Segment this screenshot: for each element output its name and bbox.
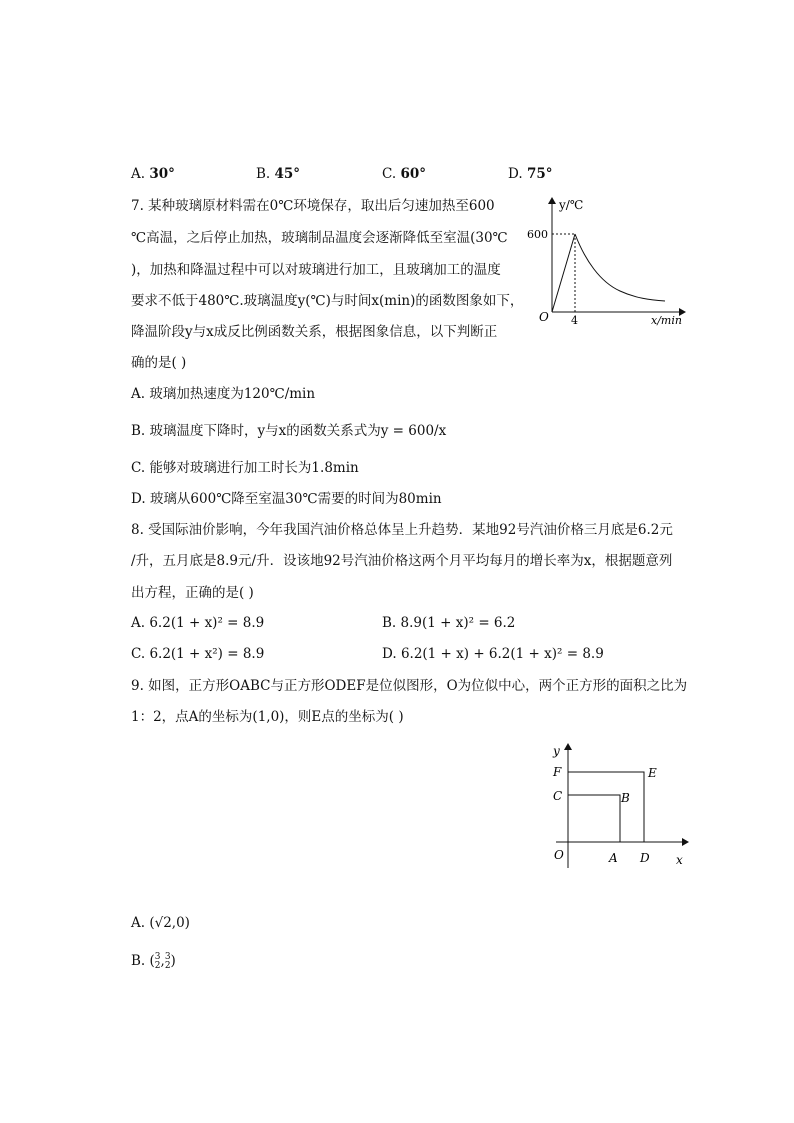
q7-option-d: D. 玻璃从600℃降至室温30℃需要的时间为80min bbox=[131, 491, 442, 507]
q7-line-3: )，加热和降温过程中可以对玻璃进行加工，且玻璃加工的温度 bbox=[131, 262, 501, 278]
q7-option-a: A. 玻璃加热速度为120℃/min bbox=[131, 386, 316, 402]
q7-option-c: C. 能够对玻璃进行加工时长为1.8min bbox=[131, 460, 359, 476]
q6-option-d: D. 75° bbox=[508, 166, 553, 182]
cooling-curve bbox=[575, 234, 665, 301]
point-b-label: B bbox=[621, 791, 630, 805]
q8-option-a: A. 6.2(1 + x)² = 8.9 bbox=[131, 615, 265, 631]
y-axis-label: y bbox=[553, 744, 560, 758]
origin-label: O bbox=[539, 310, 549, 324]
point-e-label: E bbox=[648, 766, 657, 780]
q8-option-d: D. 6.2(1 + x) + 6.2(1 + x)² = 8.9 bbox=[382, 646, 604, 662]
q8-option-c: C. 6.2(1 + x²) = 8.9 bbox=[131, 646, 265, 662]
heating-line bbox=[552, 234, 575, 312]
q9-line-2: 1：2，点A的坐标为(1,0)，则E点的坐标为( ) bbox=[131, 709, 404, 725]
x-axis-label: x bbox=[676, 853, 683, 867]
square-odef bbox=[568, 772, 644, 842]
point-f-label: F bbox=[553, 765, 562, 779]
peak-time-label: 4 bbox=[571, 314, 578, 327]
q9-line-1: 9. 如图，正方形OABC与正方形ODEF是位似图形，O为位似中心，两个正方形的面积之比为 bbox=[131, 678, 688, 694]
q7-line-2: ℃高温，之后停止加热，玻璃制品温度会逐渐降低至室温(30℃ bbox=[131, 230, 508, 246]
q8-line-3: 出方程，正确的是( ) bbox=[131, 585, 254, 601]
x-axis-label: x/min bbox=[651, 314, 682, 327]
square-oabc bbox=[568, 795, 620, 842]
point-c-label: C bbox=[553, 789, 563, 803]
q6-option-a: A. 30° bbox=[131, 166, 175, 182]
origin-label: O bbox=[554, 848, 564, 862]
q9-option-a: A. (√2,0) bbox=[131, 915, 190, 931]
q7-line-5: 降温阶段y与x成反比例函数关系，根据图象信息，以下判断正 bbox=[131, 324, 498, 340]
q7-line-1: 7. 某种玻璃原材料需在0℃环境保存，取出后匀速加热至600 bbox=[131, 198, 495, 214]
point-a-label: A bbox=[609, 851, 618, 865]
q9-squares-figure bbox=[548, 738, 698, 873]
q6-option-b: B. 45° bbox=[256, 166, 301, 182]
y-axis-label: y/℃ bbox=[559, 198, 584, 212]
point-d-label: D bbox=[640, 851, 650, 865]
q9-option-b: B. (3 2,3 2) bbox=[131, 951, 176, 971]
q6-option-c: C. 60° bbox=[382, 166, 426, 182]
q8-option-b: B. 8.9(1 + x)² = 6.2 bbox=[382, 615, 516, 631]
q7-line-4: 要求不低于480℃.玻璃温度y(℃)与时间x(min)的函数图象如下， bbox=[131, 293, 524, 309]
q7-option-b: B. 玻璃温度下降时，y与x的函数关系式为y = 600/x bbox=[131, 423, 447, 439]
q7-line-6: 确的是( ) bbox=[131, 355, 187, 371]
q7-graph-figure bbox=[525, 190, 695, 330]
q8-line-1: 8. 受国际油价影响，今年我国汽油价格总体呈上升趋势．某地92号汽油价格三月底是6.2元 bbox=[131, 522, 673, 538]
q8-line-2: /升，五月底是8.9元/升．设该地92号汽油价格这两个月平均每月的增长率为x，根据题意列 bbox=[131, 553, 673, 569]
peak-value-label: 600 bbox=[527, 228, 548, 241]
